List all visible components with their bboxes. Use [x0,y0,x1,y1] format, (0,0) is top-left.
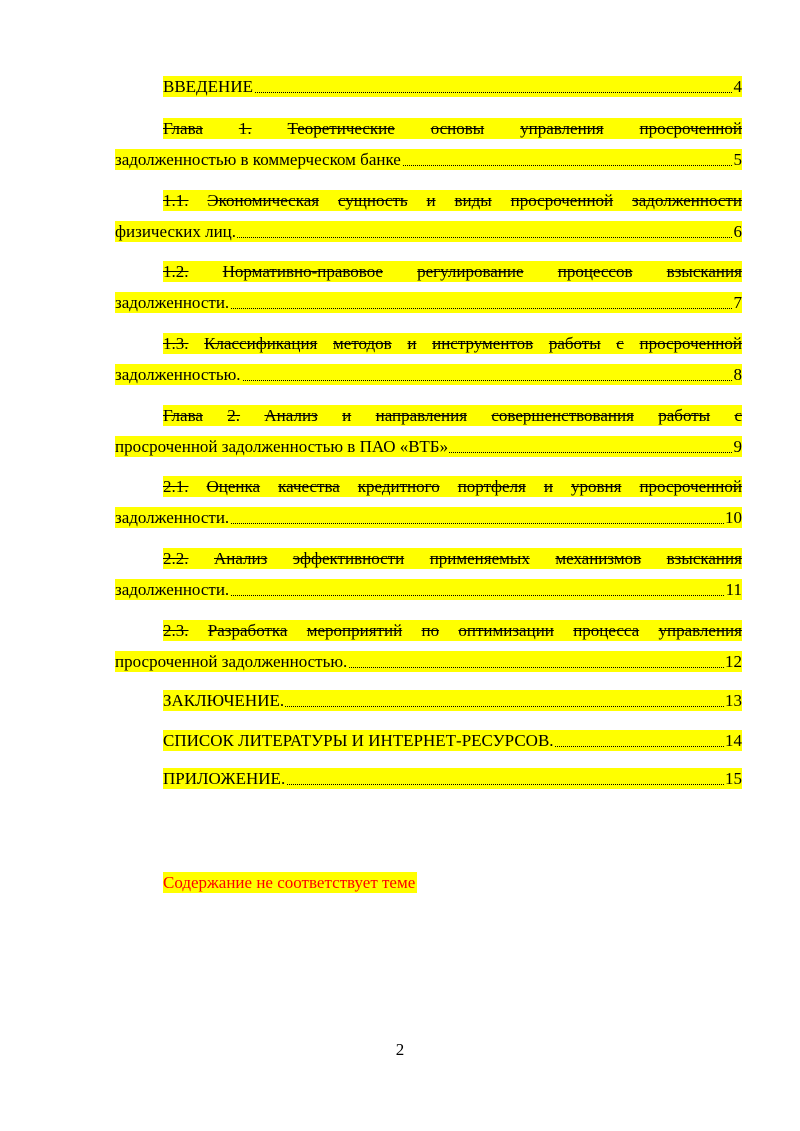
toc-word: просроченной [639,477,742,496]
toc-entry-s1_3 [115,333,742,385]
toc-word: механизмов [555,549,642,568]
toc-word: по [421,621,440,640]
toc-word: основы [430,119,485,138]
toc-word: просроченной [639,334,742,353]
toc-page-number: 12 [725,652,742,671]
toc-word: и [543,477,553,496]
toc-page-number: 4 [733,77,742,96]
toc-word: качества [278,477,340,496]
toc-second-line [115,149,742,170]
toc-word: уровня [570,477,622,496]
toc-page-number: 14 [725,731,742,750]
toc-word: Анализ [264,406,318,425]
toc-word: сущность [337,191,408,210]
toc-entry-refs [115,730,742,751]
toc-entry-text: просроченной задолженностью. [115,652,348,671]
toc-word: виды [454,191,492,210]
toc-word: совершенствования [491,406,634,425]
toc-second-line [115,292,742,313]
toc-word: Глава [163,119,203,138]
toc-line [163,730,742,751]
toc-entry-text: задолженности. [115,580,230,599]
toc-page-number: 5 [733,150,742,169]
toc-first-line [163,548,742,569]
toc-entry-text: задолженностью в коммерческом банке [115,150,401,169]
toc-word: Оценка [206,477,261,496]
toc-word: портфеля [457,477,526,496]
toc-entry-intro [115,76,742,97]
toc-word: работы [548,334,601,353]
toc-word: Нормативно-правовое [222,262,383,281]
toc-page-number: 13 [725,691,742,710]
toc-entry-text: задолженности. [115,508,230,527]
toc-entry-s1_2 [115,261,742,313]
toc-page-number: 11 [725,580,742,599]
toc-entry-text: ЗАКЛЮЧЕНИЕ. [163,691,285,710]
toc-first-line [163,620,742,641]
toc-word: 2.2. [163,549,189,568]
toc-word: применяемых [429,549,530,568]
toc-entry-ch1 [115,118,742,170]
toc-word: 1.2. [163,262,189,281]
toc-line [163,690,742,711]
toc-word: Теоретические [287,119,395,138]
toc-word: 2. [227,406,241,425]
toc-second-line [115,651,742,672]
toc-line [163,768,742,789]
toc-page-number: 6 [733,222,742,241]
toc-word: эффективности [292,549,405,568]
toc-first-line [163,261,742,282]
toc-entry-s1_1 [115,190,742,242]
toc-entry-text: задолженности. [115,293,230,312]
toc-word: процессов [557,262,633,281]
toc-page-number: 15 [725,769,742,788]
toc-word: кредитного [357,477,440,496]
toc-second-line [115,579,742,600]
toc-word: Экономическая [207,191,320,210]
toc-word: Разработка [207,621,288,640]
toc-entry-text: просроченной задолженностью в ПАО «ВТБ» [115,437,449,456]
toc-word: и [342,406,352,425]
toc-entry-text: СПИСОК ЛИТЕРАТУРЫ И ИНТЕРНЕТ-РЕСУРСОВ. [163,731,554,750]
toc-word: и [426,191,436,210]
toc-page-number: 9 [733,437,742,456]
toc-word: Глава [163,406,203,425]
toc-word: задолженности [632,191,742,210]
toc-page-number: 7 [733,293,742,312]
toc-word: Классификация [204,334,318,353]
toc-entry-s2_2 [115,548,742,600]
toc-word: взыскания [666,262,742,281]
toc-second-line [115,436,742,457]
toc-page-number: 8 [733,365,742,384]
toc-word: оптимизации [458,621,554,640]
toc-word: процесса [573,621,640,640]
toc-word: 1.3. [163,334,189,353]
toc-line [163,76,742,97]
toc-entry-appendix [115,768,742,789]
toc-entry-conclusion [115,690,742,711]
toc-first-line [163,190,742,211]
toc-word: с [616,334,624,353]
toc-word: регулирование [417,262,524,281]
toc-entry-text: физических лиц. [115,222,237,241]
toc-first-line [163,333,742,354]
toc-entry-text: задолженностью. [115,365,241,384]
toc-word: взыскания [666,549,742,568]
toc-word: направления [375,406,468,425]
toc-entry-s2_1 [115,476,742,528]
toc-word: просроченной [510,191,614,210]
toc-entry-s2_3 [115,620,742,672]
toc-word: 1. [238,119,252,138]
reviewer-note: Содержание не соответствует теме [163,873,416,892]
toc-word: Анализ [213,549,268,568]
toc-first-line [163,405,742,426]
toc-word: методов [333,334,392,353]
toc-page-number: 10 [725,508,742,527]
toc-word: мероприятий [306,621,403,640]
toc-entry-ch2 [115,405,742,457]
toc-word: управления [658,621,742,640]
toc-entry-text: ПРИЛОЖЕНИЕ. [163,769,286,788]
toc-word: 1.1. [163,191,189,210]
toc-first-line [163,476,742,497]
toc-word: инструментов [432,334,534,353]
toc-second-line [115,221,742,242]
toc-entry-text: ВВЕДЕНИЕ [163,77,253,96]
toc-word: управления [520,119,604,138]
toc-word: просроченной [639,119,742,138]
toc-second-line [115,507,742,528]
toc-word: с [734,406,742,425]
page-number: 2 [395,1040,405,1059]
toc-word: 2.1. [163,477,189,496]
table-of-contents [115,0,742,800]
toc-word: работы [658,406,711,425]
toc-word: 2.3. [163,621,189,640]
toc-first-line [163,118,742,139]
toc-second-line [115,364,742,385]
toc-word: и [407,334,417,353]
